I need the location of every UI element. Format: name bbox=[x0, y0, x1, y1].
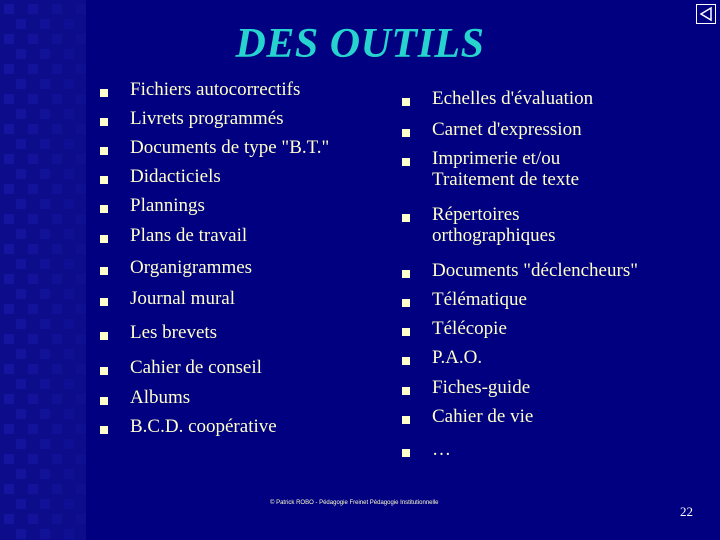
strip-cell bbox=[52, 94, 62, 104]
strip-cell bbox=[4, 214, 14, 224]
bullet-icon bbox=[402, 387, 410, 395]
strip-cell bbox=[52, 454, 62, 464]
strip-cell bbox=[16, 79, 26, 89]
bullet-icon bbox=[402, 416, 410, 424]
back-arrow-icon[interactable] bbox=[696, 4, 716, 24]
strip-cell bbox=[52, 304, 62, 314]
list-item-label: Carnet d'expression bbox=[432, 119, 582, 140]
strip-cell bbox=[40, 319, 50, 329]
bullet-icon bbox=[100, 176, 108, 184]
strip-cell bbox=[4, 394, 14, 404]
strip-cell bbox=[4, 514, 14, 524]
strip-cell bbox=[16, 529, 26, 539]
list-item-label: Didacticiels bbox=[130, 166, 221, 187]
strip-cell bbox=[76, 4, 86, 14]
list-item-label: … bbox=[432, 439, 451, 460]
strip-cell bbox=[52, 364, 62, 374]
strip-cell bbox=[4, 484, 14, 494]
list-item-label: Plannings bbox=[130, 195, 205, 216]
strip-cell bbox=[52, 244, 62, 254]
list-item-line: Traitement de texte bbox=[432, 168, 580, 190]
list-item-label: Documents de type "B.T." bbox=[130, 137, 330, 158]
strip-cell bbox=[52, 274, 62, 284]
strip-cell bbox=[76, 304, 86, 314]
bullet-icon bbox=[100, 89, 108, 97]
strip-cell bbox=[4, 424, 14, 434]
strip-cell bbox=[28, 334, 38, 344]
strip-cell bbox=[76, 214, 86, 224]
bullet-icon bbox=[402, 129, 410, 137]
list-item-label: Cahier de vie bbox=[432, 406, 534, 427]
strip-cell bbox=[16, 199, 26, 209]
strip-cell bbox=[4, 184, 14, 194]
strip-cell bbox=[64, 379, 74, 389]
strip-cell bbox=[64, 319, 74, 329]
strip-cell bbox=[4, 304, 14, 314]
bullet-icon bbox=[100, 367, 108, 375]
strip-cell bbox=[16, 439, 26, 449]
bullet-icon bbox=[100, 332, 108, 340]
page-number: 22 bbox=[680, 504, 693, 519]
strip-cell bbox=[52, 334, 62, 344]
strip-cell bbox=[76, 424, 86, 434]
strip-cell bbox=[76, 484, 86, 494]
strip-cell bbox=[76, 154, 86, 164]
strip-cell bbox=[16, 409, 26, 419]
strip-cell bbox=[40, 169, 50, 179]
strip-cell bbox=[4, 454, 14, 464]
strip-cell bbox=[76, 124, 86, 134]
strip-cell bbox=[16, 169, 26, 179]
decorative-strip bbox=[0, 0, 86, 540]
strip-cell bbox=[28, 364, 38, 374]
strip-cell bbox=[4, 4, 14, 14]
strip-cell bbox=[16, 139, 26, 149]
bullet-icon bbox=[402, 357, 410, 365]
strip-cell bbox=[4, 124, 14, 134]
strip-cell bbox=[52, 124, 62, 134]
strip-cell bbox=[28, 514, 38, 524]
bullet-icon bbox=[100, 298, 108, 306]
strip-cell bbox=[76, 514, 86, 524]
strip-cell bbox=[76, 364, 86, 374]
strip-cell bbox=[40, 229, 50, 239]
strip-cell bbox=[64, 499, 74, 509]
list-item-label bbox=[432, 149, 579, 191]
strip-cell bbox=[76, 244, 86, 254]
list-item-line: Répertoires bbox=[432, 204, 520, 225]
bullet-icon bbox=[100, 147, 108, 155]
slide-title: DES OUTILS bbox=[235, 21, 485, 67]
strip-cell bbox=[28, 394, 38, 404]
strip-cell bbox=[52, 394, 62, 404]
strip-cell bbox=[52, 154, 62, 164]
list-item-label: B.C.D. coopérative bbox=[130, 416, 277, 437]
bullet-icon bbox=[402, 214, 410, 222]
strip-cell bbox=[40, 109, 50, 119]
strip-cell bbox=[40, 379, 50, 389]
strip-cell bbox=[76, 94, 86, 104]
strip-cell bbox=[76, 454, 86, 464]
strip-cell bbox=[52, 4, 62, 14]
list-item-label: Plans de travail bbox=[130, 225, 248, 246]
strip-cell bbox=[64, 469, 74, 479]
strip-cell bbox=[76, 394, 86, 404]
strip-cell bbox=[40, 289, 50, 299]
strip-cell bbox=[16, 259, 26, 269]
strip-cell bbox=[64, 199, 74, 209]
strip-cell bbox=[40, 469, 50, 479]
strip-cell bbox=[64, 289, 74, 299]
strip-cell bbox=[16, 109, 26, 119]
strip-cell bbox=[16, 499, 26, 509]
strip-cell bbox=[16, 319, 26, 329]
strip-cell bbox=[64, 409, 74, 419]
strip-cell bbox=[16, 469, 26, 479]
strip-cell bbox=[64, 79, 74, 89]
strip-cell bbox=[4, 364, 14, 374]
strip-cell bbox=[76, 274, 86, 284]
strip-cell bbox=[40, 499, 50, 509]
list-item-label: Journal mural bbox=[130, 288, 236, 309]
strip-cell bbox=[16, 379, 26, 389]
bullet-icon bbox=[100, 426, 108, 434]
strip-cell bbox=[28, 484, 38, 494]
list-item-label: Albums bbox=[130, 387, 191, 408]
list-item-label bbox=[432, 205, 555, 247]
strip-cell bbox=[52, 424, 62, 434]
bullet-icon bbox=[100, 397, 108, 405]
list-item-label: Télématique bbox=[432, 289, 527, 310]
strip-cell bbox=[28, 184, 38, 194]
list-item-label: Cahier de conseil bbox=[130, 357, 262, 378]
strip-cell bbox=[16, 289, 26, 299]
strip-cell bbox=[28, 454, 38, 464]
bullet-icon bbox=[402, 328, 410, 336]
strip-cell bbox=[64, 439, 74, 449]
strip-cell bbox=[64, 169, 74, 179]
strip-cell bbox=[28, 424, 38, 434]
strip-cell bbox=[64, 139, 74, 149]
strip-cell bbox=[52, 514, 62, 524]
strip-cell bbox=[40, 199, 50, 209]
strip-cell bbox=[28, 274, 38, 284]
strip-cell bbox=[64, 349, 74, 359]
strip-cell bbox=[16, 229, 26, 239]
strip-cell bbox=[28, 304, 38, 314]
strip-cell bbox=[76, 184, 86, 194]
bullet-icon bbox=[100, 205, 108, 213]
strip-cell bbox=[28, 94, 38, 104]
strip-cell bbox=[4, 94, 14, 104]
strip-cell bbox=[40, 139, 50, 149]
strip-cell bbox=[64, 109, 74, 119]
bullet-icon bbox=[100, 118, 108, 126]
strip-cell bbox=[52, 184, 62, 194]
strip-cell bbox=[16, 349, 26, 359]
list-item-label: Organigrammes bbox=[130, 257, 253, 278]
strip-cell bbox=[28, 4, 38, 14]
bullet-icon bbox=[402, 158, 410, 166]
strip-cell bbox=[28, 124, 38, 134]
list-item-label: Les brevets bbox=[130, 322, 218, 343]
strip-cell bbox=[40, 439, 50, 449]
bullet-icon bbox=[402, 449, 410, 457]
strip-cell bbox=[64, 529, 74, 539]
strip-cell bbox=[28, 244, 38, 254]
list-item-line: orthographiques bbox=[432, 224, 556, 246]
strip-cell bbox=[64, 259, 74, 269]
strip-cell bbox=[28, 214, 38, 224]
strip-cell bbox=[40, 409, 50, 419]
strip-cell bbox=[52, 214, 62, 224]
strip-cell bbox=[40, 259, 50, 269]
strip-cell bbox=[40, 79, 50, 89]
footer-credit: © Patrick ROBO - Pédagogie Freinet Pédagogie Institutionnelle bbox=[270, 500, 439, 506]
bullet-icon bbox=[100, 235, 108, 243]
list-item-label: Fichiers autocorrectifs bbox=[130, 79, 301, 100]
strip-cell bbox=[52, 484, 62, 494]
list-item-label: Documents "déclencheurs" bbox=[432, 260, 638, 281]
strip-cell bbox=[4, 154, 14, 164]
list-item-line: Imprimerie et/ou bbox=[432, 148, 561, 169]
strip-cell bbox=[40, 349, 50, 359]
bullet-icon bbox=[100, 267, 108, 275]
strip-cell bbox=[4, 244, 14, 254]
strip-cell bbox=[4, 334, 14, 344]
strip-cell bbox=[40, 529, 50, 539]
list-item-label: P.A.O. bbox=[432, 347, 483, 368]
list-item-label: Echelles d'évaluation bbox=[432, 88, 594, 109]
bullet-icon bbox=[402, 98, 410, 106]
bullet-icon bbox=[402, 299, 410, 307]
bullet-icon bbox=[402, 270, 410, 278]
list-item-label: Fiches-guide bbox=[432, 377, 531, 398]
list-item-label: Livrets programmés bbox=[130, 108, 284, 129]
strip-cell bbox=[4, 274, 14, 284]
strip-cell bbox=[64, 229, 74, 239]
list-item-label: Télécopie bbox=[432, 318, 507, 339]
strip-cell bbox=[76, 334, 86, 344]
strip-cell bbox=[28, 154, 38, 164]
